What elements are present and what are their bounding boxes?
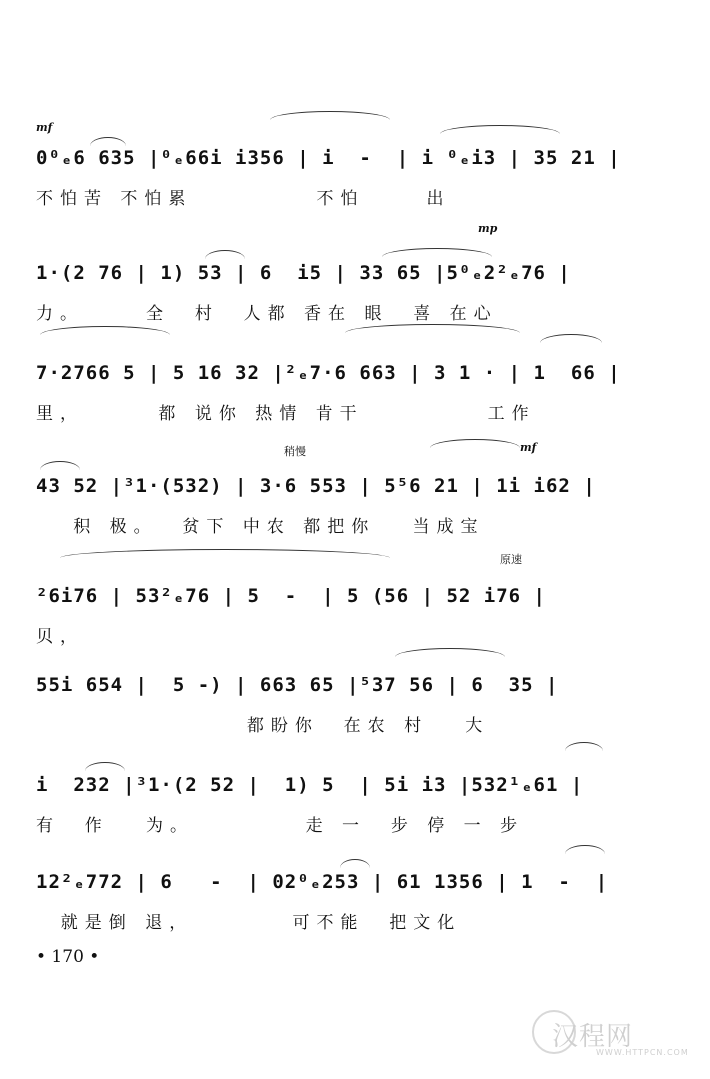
tempo-mark: 原速 — [500, 553, 522, 566]
slur — [565, 845, 605, 854]
note-line: 55i 654 | 5 -) | 663 65 |⁵37 56 | 6 35 | — [36, 674, 559, 696]
tempo-mark: 稍慢 — [284, 445, 306, 458]
slur — [430, 439, 520, 448]
lyric-line: 有 作 为。 走 一 步 停 一 步 — [36, 816, 525, 836]
lyric-line: 力。 全 村 人都 香在 眼 喜 在心 — [36, 304, 498, 324]
note-line: 1·(2 76 | 1) 53 | 6 i5 | 33 65 |5⁰ₑ2²ₑ76 | — [36, 262, 571, 284]
slur — [565, 742, 603, 751]
slur — [60, 549, 390, 558]
note-line: 43 52 |³1·(532) | 3·6 553 | 5⁵6 21 | 1i i62 | — [36, 475, 596, 497]
watermark-url: WWW.HTTPCN.COM — [596, 1048, 689, 1057]
slur — [382, 248, 492, 257]
lyric-line: 不怕苦 不怕累 不怕 出 — [36, 189, 451, 209]
note-line: 7·2766 5 | 5 16 32 |²ₑ7·6 663 | 3 1 · | 1 66 | — [36, 362, 621, 384]
note-line: i 232 |³1·(2 52 | 1) 5 | 5i i3 |532¹ₑ61 | — [36, 774, 584, 796]
note-line: ²6i76 | 53²ₑ76 | 5 - | 5 (56 | 52 i76 | — [36, 585, 546, 607]
slur — [85, 762, 125, 771]
lyric-line: 积 极。 贫下 中农 都把你 当成宝 — [36, 517, 485, 537]
dynamic-mark: mf — [520, 441, 537, 454]
slur — [40, 461, 80, 470]
lyric-line: 都盼你 在农 村 大 — [36, 716, 490, 736]
slur — [205, 250, 245, 259]
slur — [270, 111, 390, 120]
slur — [340, 859, 370, 868]
lyric-line: 贝， — [36, 627, 84, 647]
slur — [540, 334, 602, 343]
note-line: 0⁰ₑ6 635 |⁰ₑ66i i356 | i - | i ⁰ₑi3 | 35 21 | — [36, 147, 621, 169]
note-line: 12²ₑ772 | 6 - | 02⁰ₑ253 | 61 1356 | 1 - | — [36, 871, 609, 893]
slur — [440, 125, 560, 134]
watermark-brand: 汉程网 — [552, 1022, 634, 1052]
dynamic-mark: mp — [478, 222, 498, 235]
dynamic-mark: mf — [36, 121, 53, 134]
slur — [90, 137, 126, 146]
lyric-line: 就是倒 退， 可不能 把文化 — [36, 913, 462, 933]
lyric-line: 里， 都 说你 热情 肯干 工作 — [36, 404, 536, 424]
page-number: • 170 • — [36, 947, 100, 967]
